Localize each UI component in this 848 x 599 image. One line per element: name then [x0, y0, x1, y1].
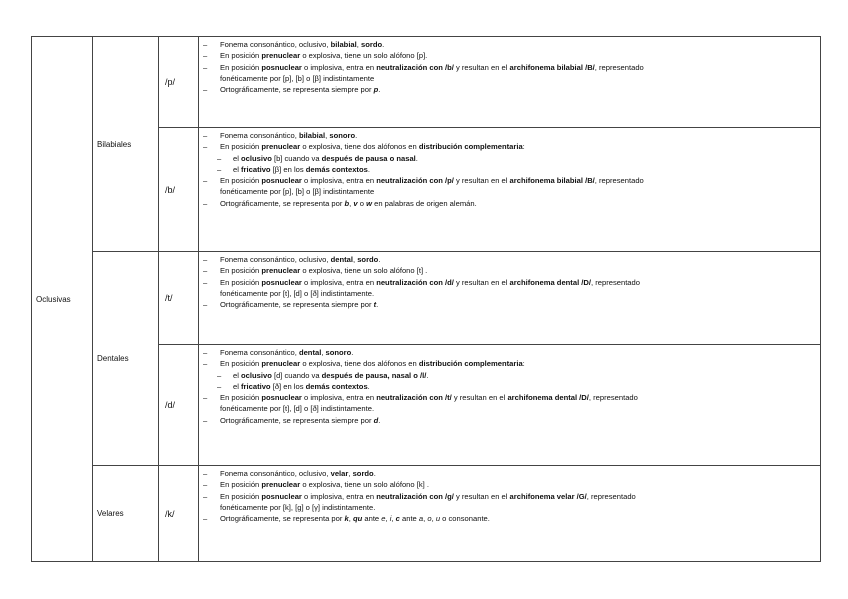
description-cell-d — [199, 345, 821, 466]
list-item: – Ortográficamente, se representa siempre por p. — [203, 85, 381, 95]
list-item: – Fonema consonántico, dental, sonoro. — [203, 348, 354, 357]
place-cell-bilabiales: Bilabiales — [93, 37, 159, 252]
list-item: – En posición posnuclear o implosiva, entra en neutralización con /t/ y resultan en el archifonema dental /D/, representado fonéticamente por [t], [d] o [ð] indistintamente. — [203, 393, 638, 414]
description-list — [203, 347, 814, 426]
list-item: – En posición prenuclear o explosiva, tiene un solo alófono [k] . — [203, 480, 429, 490]
description-cell-t — [199, 252, 821, 345]
list-item: – el fricativo [ð] en los demás contextos. — [217, 381, 370, 391]
place-cell-velares: Velares — [93, 466, 159, 562]
list-item: – En posición posnuclear o implosiva, entra en neutralización con /d/ y resultan en el archifonema dental /D/, representado fonéticamente por [t], [d] o [ð] indistintamente. — [203, 277, 640, 298]
table-row — [32, 466, 821, 562]
list-item: – En posición posnuclear o implosiva, entra en neutralización con /b/ y resultan en el archifonema bilabial /B/, representado fonéticamente por [p], [b] o [β] indistintamente — [203, 62, 644, 83]
phoneme-cell-t: /t/ — [159, 252, 199, 345]
description-list — [203, 130, 814, 209]
list-item: – En posición prenuclear o explosiva, tiene dos alófonos en distribución complementaria: — [203, 359, 525, 369]
list-item: – el fricativo [β] en los demás contextos. — [217, 164, 370, 174]
list-item: – Ortográficamente, se representa por b, v o w en palabras de origen alemán. — [203, 198, 477, 208]
list-item: – el oclusivo [d] cuando va después de pausa, nasal o /l/. — [217, 370, 429, 380]
list-item: – En posición posnuclear o implosiva, entra en neutralización con /g/ y resultan en el archifonema velar /G/, representado fonéticamente por [k], [g] o [γ] indistintamente. — [203, 491, 636, 512]
list-item: – En posición prenuclear o explosiva, tiene dos alófonos en distribución complementaria: — [203, 142, 525, 152]
phoneme-cell-k: /k/ — [159, 466, 199, 562]
description-cell-p — [199, 37, 821, 128]
list-item: – En posición prenuclear o explosiva, tiene un solo alófono [p]. — [203, 51, 428, 61]
list-item: – Fonema consonántico, oclusivo, dental, sordo. — [203, 255, 381, 264]
phonology-table — [31, 36, 821, 562]
phoneme-cell-d: /d/ — [159, 345, 199, 466]
list-item: – Ortográficamente, se representa siempre por t. — [203, 300, 379, 310]
table-row — [32, 252, 821, 345]
list-item: – En posición posnuclear o implosiva, entra en neutralización con /p/ y resultan en el archifonema bilabial /B/, representado fonéticamente por [p], [b] o [β] indistintamente — [203, 176, 644, 197]
list-item: – Ortográficamente, se representa por k, qu ante e, i, c ante a, o, u o consonante. — [203, 514, 490, 524]
list-item: – el oclusivo [b] cuando va después de pausa o nasal. — [217, 153, 418, 163]
list-item: – Fonema consonántico, oclusivo, bilabial, sordo. — [203, 40, 385, 49]
list-item: – Fonema consonántico, oclusivo, velar, sordo. — [203, 469, 376, 478]
manner-cell: Oclusivas — [32, 37, 93, 562]
description-cell-b — [199, 128, 821, 252]
phoneme-cell-p: /p/ — [159, 37, 199, 128]
phoneme-cell-b: /b/ — [159, 128, 199, 252]
table-row — [32, 37, 821, 128]
list-item: – En posición prenuclear o explosiva, tiene un solo alófono [t] . — [203, 266, 428, 276]
description-list — [203, 468, 814, 524]
place-cell-dentales: Dentales — [93, 252, 159, 466]
description-list — [203, 39, 814, 95]
description-list — [203, 254, 814, 310]
list-item: – Ortográficamente, se representa siempre por d. — [203, 415, 381, 425]
list-item: – Fonema consonántico, bilabial, sonoro. — [203, 131, 358, 140]
description-cell-k — [199, 466, 821, 562]
